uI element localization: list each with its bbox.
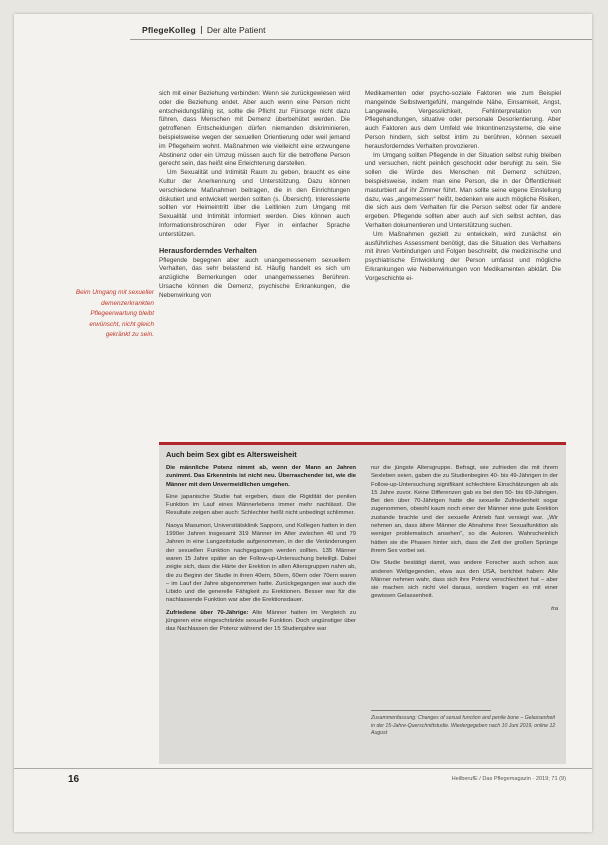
info-box-title: Auch beim Sex gibt es Altersweisheit <box>166 450 297 459</box>
magazine-brand: PflegeKolleg <box>142 25 196 35</box>
publication-footer: HeilberufE / Das Pflegemagazin · 2019; 71 (9) <box>451 776 566 782</box>
info-box <box>159 442 566 764</box>
info-box-paragraph: Naoya Masumori, Universitätsklinik Sapporo, und Kollegen hatten in den 1990er Jahren insgesamt 319 Männer im Alter zwischen 40 und 79 Jahren in eine Langzeitstudie aufgenommen, in der die Veränderungen der sexuellen Funktion nachgegangen werden sollten. 135 Männer waren 15 Jahre später an der Follow-up-Untersuchung beteiligt. Dabei zeigte sich, dass die Härte der Erektion in allen Altersgruppen nahm ab, die zu Beginn der Studie in ihren 40ern, 50ern, 60ern oder 70ern waren – im Lauf der Jahre abgenommen hatte. Zurückgegangen war auch die Libido und die generelle Fähigkeit zu Erektionen. Besser war für die nachlassende Funktion war aber die Erektionsdauer. <box>166 522 356 604</box>
info-box-paragraph: nur die jüngste Altersgruppe. Befragt, wie zufrieden die mit ihrem Sexleben seien, gaben die zu Studienbeginn 40- bis 49-Jährigen in der Follow-up-Untersuchung signifikant schlechtere Einschätzungen ab als 15 Jahre zuvor. Keine Differenzen gab es bei den 50- bis 69-Jährigen. Bei den über 70-Jährigen hatte die sexuelle Zufriedenheit sogar zugenommen, obwohl kaum noch einer der Männer eine gute Erektion zustande brachte und der sexuelle Antrieb fast versiegt war. „Wir nehmen an, dass ältere Männer die Abnahme ihrer Sexualfunktion als weniger problematisch ansehen“, so die Autoren. Wahrscheinlich hätten sie die Phasen hinter sich, dass die Zeit der großen Sprünge ihrem Sex vorbei sei. <box>371 465 558 554</box>
source-citation: Zusammenfassung: Changes of sexual function and penile bone – Gelassenheit in der 15-Jahre-Querschnittstudie. Wiedergegeben nach 10 Juni 2019, online 12 August <box>371 715 556 736</box>
article-paragraph: Um Maßnahmen gezielt zu entwickeln, wird zunächst ein ausführliches Assessment benötigt, das die Situation des Verhaltens mit ihren Verbindungen und Folgen beschreibt, die medizinische und psychiatrische Entwicklung der Person umfasst und mögliche Erkrankungen wie Nebenwirkungen von Medikamenten abklärt. Die Vorgeschichte ei- <box>365 230 561 282</box>
article-column-right <box>365 90 561 284</box>
article-paragraph: Um Sexualität und Intimität Raum zu geben, braucht es eine Kultur der Anerkennung und Unterstützung. Dazu können verschiedene Maßnahmen beitragen, die in den Einrichtungen diskutiert und entwickelt werden sollten (s. Übersicht). Interessierte sollten vor Heimeintritt über die Leitlinien zum Umgang mit Sexualität und Intimität informiert werden. Dies können auch Informationsbroschüren oder Flyer in einfacher Sprache unterstützen. <box>159 169 350 238</box>
article-column-left <box>159 90 350 301</box>
author-signature: tra <box>551 605 558 612</box>
article-subheading: Herausforderndes Verhalten <box>159 245 257 255</box>
header-separator <box>201 26 202 34</box>
running-header <box>142 25 265 35</box>
article-paragraph: Pflegende begegnen aber auch unangemessenem sexuellem Verhalten, das sehr belastend ist. Häufig handelt es sich um anzügliche Bemerkungen oder unangemessenes Berühren. Ursache können die Demenz, psychische Erkrankungen, die Nebenwirkung von <box>159 256 350 299</box>
info-box-paragraph: Eine japanische Studie hat ergeben, dass die Rigidität der penilen Funktion im Lauf eines Männerlebens immer mehr nachlässt. Die Resultate zeigen aber auch: Schlechter heißt nicht unbedingt schlimmer. <box>166 493 356 517</box>
footer-rule <box>14 768 592 769</box>
source-rule <box>371 710 491 711</box>
info-box-accent-bar <box>159 442 566 445</box>
pull-quote: Beim Umgang mit sexueller demenzerkrankten Pflegeerwartung bleibt erwünscht, nicht gleich gekränkt zu sein. <box>75 289 154 338</box>
article-paragraph: Medikamenten oder psycho-soziale Faktoren wie zum Beispiel mangelnde Selbstwertgefühl, mangelnde Nähe, Einsamkeit, Angst, Langeweile, Vergesslichkeit, Fehlinterpretation von Pflegehandlungen, situative oder personale Desorientierung. Aber auch Faktoren aus dem Umfeld wie Inkontinenzsysteme, die eine Person hindern, sich selbst intim zu berühren, können sexuell herausforderndes Verhalten provozieren. <box>365 90 561 150</box>
section-title: Der alte Patient <box>206 25 266 35</box>
magazine-page <box>14 14 592 832</box>
info-box-sub-text: Alte Männer hatten im Vergleich zu jüngeren eine eingeschränkte sexuelle Funktion. Doch ungünstiger über das Nachlassen der Potenz während der 15 Studienjahre war <box>166 609 356 633</box>
info-box-paragraph: Die Studie bestätigt damit, was andere Forscher auch schon aus anderen Weltgegenden, etwa aus den USA, berichtet haben: Alte Männer nehmen wahr, dass sich ihre Potenz verschlechtert hat – aber sie machen sich nicht viel daraus, sondern tragen es mit einer gewissen Gelassenheit. <box>371 560 558 600</box>
page-number: 16 <box>68 774 80 785</box>
article-paragraph: Im Umgang sollten Pflegende in der Situation selbst ruhig bleiben und versuchen, nicht peinlich geschockt oder beruhigt zu sein. Sie sollen die Würde des Menschen mit Demenz schützen, beispielsweise, indem man eine Person, die in der Öffentlichkeit masturbiert auf ihr Zimmer führt. Man sollte seine eigene Einstellung dazu, was „angemessen“ heißt, bedenken wie auch mögliche Risiken, die sich aus dem Verhalten für die Person selbst oder für andere ergeben. Pflegende sollten aber auch auf sich selbst achten, das Verhalten dokumentieren und Unterstützung suchen. <box>365 151 561 229</box>
header-rule <box>130 39 592 40</box>
info-box-column-left <box>166 464 356 638</box>
info-box-subheading: Zufriedene über 70-Jährige: <box>166 609 249 616</box>
info-box-lead: Die männliche Potenz nimmt ab, wenn der Mann an Jahren zunimmt. Das Erkenntnis ist nicht neu. Überraschender ist, wie die Männer mit dem Unvermeidlichen umgehen. <box>166 465 356 488</box>
info-box-sub-paragraph <box>166 609 356 634</box>
article-paragraph: sich mit einer Beziehung verbinden: Wenn sie zurückgewiesen wird oder die Beziehung endet. Aber auch wenn eine Person nicht entscheidungsfähig ist, sollte die Pflicht zur Fürsorge nicht dazu führen, dass Menschen mit Demenz überbehütet werden. Die getroffenen Entscheidungen dürfen niemanden diskriminieren, beispielsweise wegen der sexuellen Orientierung oder weil jemand im Pflegeheim wohnt. Maßnahmen wie vielleicht eine erzwungene Abstinenz oder ein Umzug müssen auch für die betroffene Person gerecht sein, das heißt eine Erleichterung darstellen. <box>159 90 350 168</box>
info-box-column-right <box>371 464 558 617</box>
